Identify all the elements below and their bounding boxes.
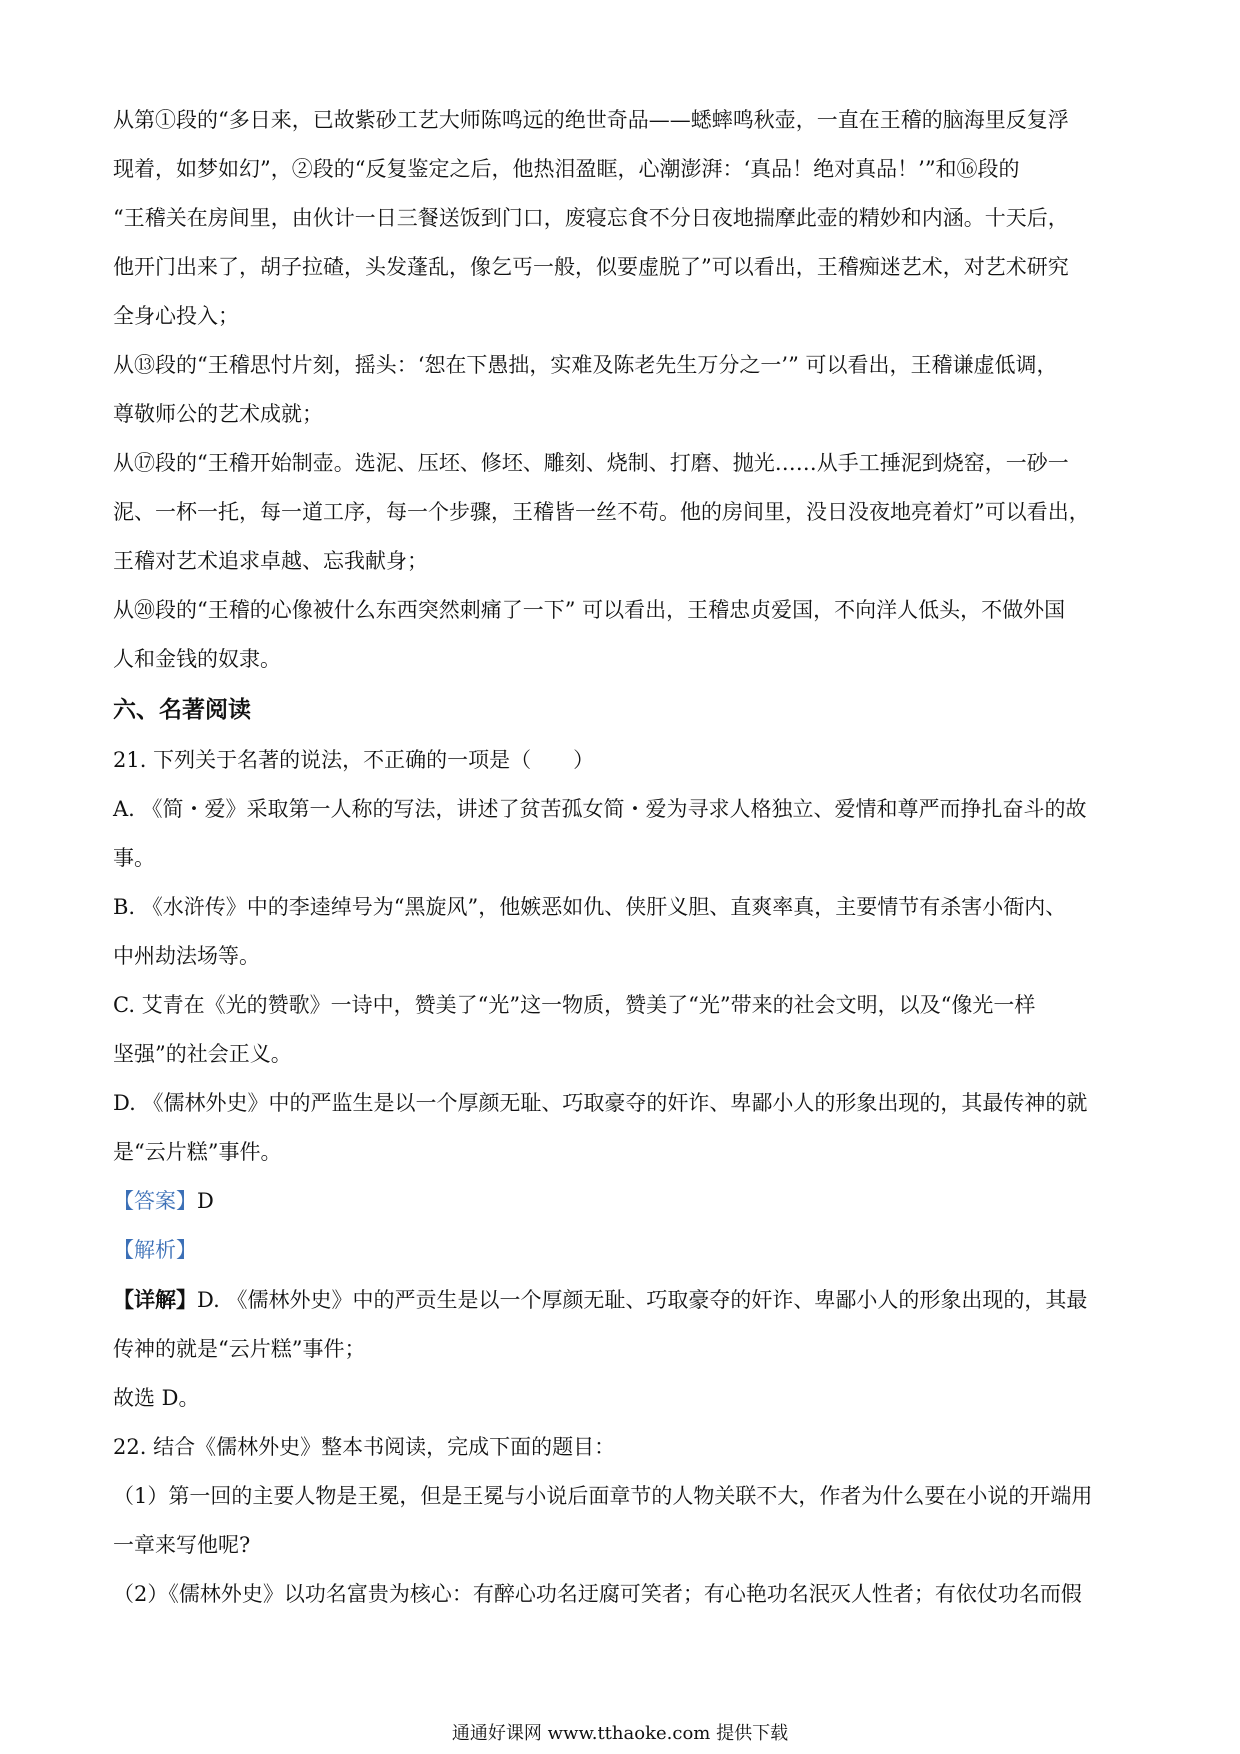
- option-line: D. 《儒林外史》中的严监生是以一个厚颜无耻、巧取豪夺的奸诈、卑鄙小人的形象出现的，其最传神的就: [113, 1091, 1088, 1115]
- option-d: [113, 1079, 1133, 1177]
- text-line: 人和金钱的奴隶。: [113, 647, 281, 671]
- analysis-paragraph-1: [113, 96, 1133, 341]
- answer-value: D: [197, 1189, 214, 1213]
- option-line: 中州劫法场等。: [113, 944, 260, 968]
- analysis-paragraph-2: [113, 341, 1133, 439]
- sub-question-line: 一章来写他呢?: [113, 1533, 251, 1557]
- text-line: 王稽对艺术追求卓越、忘我献身；: [113, 549, 428, 573]
- detail-text: D. 《儒林外史》中的严贡生是以一个厚颜无耻、巧取豪夺的奸诈、卑鄙小人的形象出现的，其最: [197, 1288, 1088, 1312]
- sub-question-line: （1）第一回的主要人物是王冕，但是王冕与小说后面章节的人物关联不大，作者为什么要在小说的开端用: [113, 1484, 1093, 1508]
- text-line: 尊敬师公的艺术成就；: [113, 402, 323, 426]
- text-line: 全身心投入；: [113, 304, 239, 328]
- option-line: A. 《简・爱》采取第一人称的写法，讲述了贫苦孤女简・爱为寻求人格独立、爱情和尊严而挣扎奋斗的故: [113, 797, 1087, 821]
- option-line: B. 《水浒传》中的李逵绰号为“黑旋风”，他嫉恶如仇、侠肝义胆、直爽率真，主要情节有杀害小衙内、: [113, 895, 1067, 919]
- analysis-paragraph-4: [113, 586, 1133, 684]
- document-body: [113, 96, 1133, 1619]
- option-line: 坚强”的社会正义。: [113, 1042, 292, 1066]
- question-stem: 21. 下列关于名著的说法，不正确的一项是（ ）: [113, 748, 595, 772]
- page-footer: 通通好课网 www.tthaoke.com 提供下载: [451, 1723, 789, 1744]
- detail-line: [113, 1275, 1133, 1325]
- detail-tag: 【详解】: [113, 1287, 197, 1312]
- answer-tag: 【答案】: [113, 1189, 197, 1213]
- detail-block: [113, 1275, 1133, 1374]
- question-22: [113, 1423, 1133, 1619]
- option-line: 是“云片糕”事件。: [113, 1140, 282, 1164]
- section-title: 六、名著阅读: [113, 697, 251, 723]
- answer-line: [113, 1177, 1133, 1226]
- option-line: C. 艾青在《光的赞歌》一诗中，赞美了“光”这一物质，赞美了“光”带来的社会文明，以及“像光一样: [113, 993, 1036, 1017]
- conclusion: 故选 D。: [113, 1386, 200, 1410]
- detail-line: 传神的就是“云片糕”事件；: [113, 1337, 366, 1361]
- text-line: 从⑰段的“王稽开始制壶。选泥、压坯、修坯、雕刻、烧制、打磨、抛光……从手工捶泥到烧窑，一砂一: [113, 451, 1069, 475]
- option-a: [113, 785, 1133, 883]
- sub-question-2: [113, 1570, 1133, 1619]
- analysis-tag: 【解析】: [113, 1238, 197, 1262]
- analysis-paragraph-3: [113, 439, 1133, 586]
- text-line: 现着，如梦如幻”，②段的“反复鉴定之后，他热泪盈眶，心潮澎湃：‘真品！绝对真品！’”和⑯段的: [113, 157, 1020, 181]
- option-b: [113, 883, 1133, 981]
- text-line: 他开门出来了，胡子拉碴，头发蓬乱，像乞丐一般，似要虚脱了”可以看出，王稽痴迷艺术，对艺术研究: [113, 255, 1069, 279]
- analysis-line: [113, 1226, 1133, 1275]
- text-line: “王稽关在房间里，由伙计一日三餐送饭到门口，废寝忘食不分日夜地揣摩此壶的精妙和内涵。十天后，: [113, 206, 1069, 230]
- question-stem: 22. 结合《儒林外史》整本书阅读，完成下面的题目：: [113, 1435, 616, 1459]
- text-line: 从第①段的“多日来，已故紫砂工艺大师陈鸣远的绝世奇品——蟋蟀鸣秋壶，一直在王稽的脑海里反复浮: [113, 108, 1069, 132]
- sub-question-1: [113, 1472, 1133, 1570]
- text-line: 泥、一杯一托，每一道工序，每一个步骤，王稽皆一丝不苟。他的房间里，没日没夜地亮着灯”可以看出，: [113, 500, 1090, 524]
- option-c: [113, 981, 1133, 1079]
- text-line: 从⑬段的“王稽思忖片刻，摇头：‘恕在下愚拙，实难及陈老先生万分之一’” 可以看出，王稽谦虚低调，: [113, 353, 1058, 377]
- text-line: 从⑳段的“王稽的心像被什么东西突然刺痛了一下” 可以看出，王稽忠贞爱国，不向洋人低头，不做外国: [113, 598, 1066, 622]
- option-line: 事。: [113, 846, 155, 870]
- sub-question-line: （2）《儒林外史》以功名富贵为核心：有醉心功名迂腐可笑者；有心艳功名泯灭人性者；有依仗功名而假: [113, 1582, 1082, 1606]
- question-21: [113, 736, 1133, 1423]
